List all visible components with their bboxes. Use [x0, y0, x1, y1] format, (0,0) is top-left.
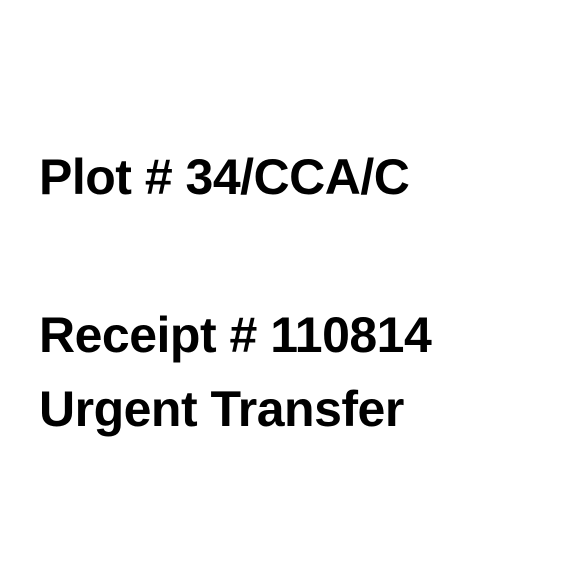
urgent-transfer-text: Urgent Transfer: [39, 381, 404, 437]
plot-number-text: Plot # 34/CCA/C: [39, 149, 410, 205]
receipt-number-text: Receipt # 110814: [39, 307, 432, 363]
